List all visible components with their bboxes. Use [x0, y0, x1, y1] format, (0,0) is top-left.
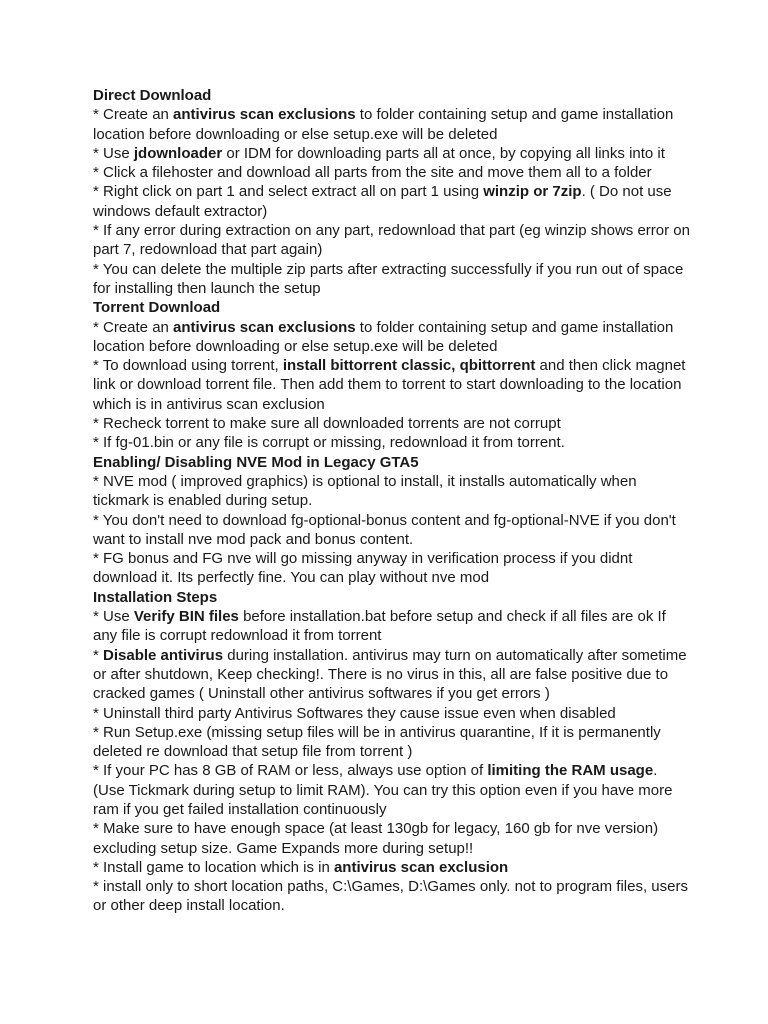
text-run: * Click a filehoster and download all parts from the site and move them all to a folder [93, 164, 652, 182]
bullet-item [93, 761, 693, 819]
text-run: * Create an [93, 318, 174, 336]
text-run: * Install game to location which is in [93, 858, 334, 876]
text-run: * [93, 646, 104, 664]
bold-text: antivirus scan exclusion [333, 858, 509, 876]
bullet-item [93, 144, 693, 163]
bullet-item [93, 356, 693, 414]
text-run: . (Use Tickmark during setup to limit RAM). You can try this option even if you have more ram if you get failed installation continuously [93, 762, 673, 818]
bullet-item [93, 877, 693, 916]
text-run: * Use [93, 144, 134, 162]
text-run: during installation. antivirus may turn on automatically after sometime or after shutdown, Keep checking!. There is no virus in this, all are false positive due to cracked games ( Uninstall other antivirus softwares if you get errors ) [93, 646, 687, 703]
text-run: * Make sure to have enough space (at least 130gb for legacy, 160 gb for nve version) excluding setup size. Game Expands more during setup!! [93, 820, 659, 857]
text-run: * NVE mod ( improved graphics) is optional to install, it installs automatically when tickmark is enabled during setup. [93, 472, 637, 510]
bold-text: limiting the RAM usage [487, 762, 654, 780]
text-run: * To download using torrent, [93, 357, 283, 375]
bullet-item [93, 646, 693, 704]
text-run: to folder containing setup and game installation location before downloading or else setup.exe will be deleted [93, 106, 674, 143]
bullet-item [93, 260, 693, 299]
bullet-item [93, 607, 693, 646]
bullet-item [93, 414, 693, 433]
document-body [93, 86, 693, 916]
bold-text: winzip or 7zip [483, 183, 582, 201]
bullet-item [93, 182, 693, 221]
text-run: * FG bonus and FG nve will go missing anyway in verification process if you didnt download it. Its perfectly fine. You can play without nve mod [93, 550, 633, 587]
section-heading: Torrent Download [93, 299, 221, 317]
text-run: before installation.bat before setup and check if all files are ok If any file is corrupt redownload it from torrent [93, 608, 666, 645]
text-run: * Use [93, 608, 134, 626]
text-run: * You don't need to download fg-optional-bonus content and fg-optional-NVE if you don't want to install nve mod pack and bonus content. [93, 511, 676, 548]
text-run: to folder containing setup and game installation location before downloading or else setup.exe will be deleted [93, 318, 674, 355]
bullet-item [93, 549, 693, 588]
text-run: * Run Setup.exe (missing setup files will be in antivirus quarantine, If it is permanently deleted re download that setup file from torrent ) [93, 723, 661, 761]
bold-text: Disable antivirus [103, 646, 224, 664]
text-run: * If fg-01.bin or any file is corrupt or missing, redownload it from torrent. [93, 434, 565, 452]
text-run: and then click magnet link or download torrent file. Then add them to torrent to start downloading to the location which is in antivirus scan exclusion [93, 357, 686, 413]
bullet-item [93, 819, 693, 858]
section-heading: Direct Download [93, 87, 212, 104]
bold-text: antivirus scan exclusions [173, 106, 356, 124]
text-run: * Right click on part 1 and select extract all on part 1 using [93, 183, 484, 201]
text-run: * Create an [93, 106, 174, 124]
bold-text: install bittorrent classic, qbittorrent [282, 357, 536, 375]
bullet-item [93, 433, 693, 452]
text-run: * Uninstall third party Antivirus Softwares they cause issue even when disabled [93, 704, 616, 722]
bullet-item [93, 704, 693, 723]
bullet-item [93, 511, 693, 550]
bullet-item [93, 472, 693, 511]
bold-text: Verify BIN files [133, 608, 239, 626]
bullet-item [93, 163, 693, 182]
text-run: * Recheck torrent to make sure all downloaded torrents are not corrupt [93, 415, 561, 433]
section-heading: Installation Steps [93, 588, 218, 606]
text-run: * If any error during extraction on any part, redownload that part (eg winzip shows error on part 7, redownload that part again) [93, 222, 690, 259]
text-run: or IDM for downloading parts all at once, by copying all links into it [222, 144, 665, 162]
bullet-item [93, 318, 693, 357]
text-run: * If your PC has 8 GB of RAM or less, always use option of [93, 762, 488, 780]
bullet-item [93, 723, 693, 762]
bullet-item [93, 858, 693, 877]
section-heading: Enabling/ Disabling NVE Mod in Legacy GTA5 [93, 453, 419, 471]
bold-text: jdownloader [133, 144, 223, 162]
bold-text: antivirus scan exclusions [173, 318, 356, 336]
bullet-item [93, 221, 693, 260]
text-run: * You can delete the multiple zip parts after extracting successfully if you run out of space for installing then launch the setup [93, 260, 684, 297]
bullet-item [93, 105, 693, 144]
text-run: * install only to short location paths, C:\Games, D:\Games only. not to program files, users or other deep install location. [93, 878, 688, 915]
text-run: . ( Do not use windows default extractor) [93, 183, 672, 220]
